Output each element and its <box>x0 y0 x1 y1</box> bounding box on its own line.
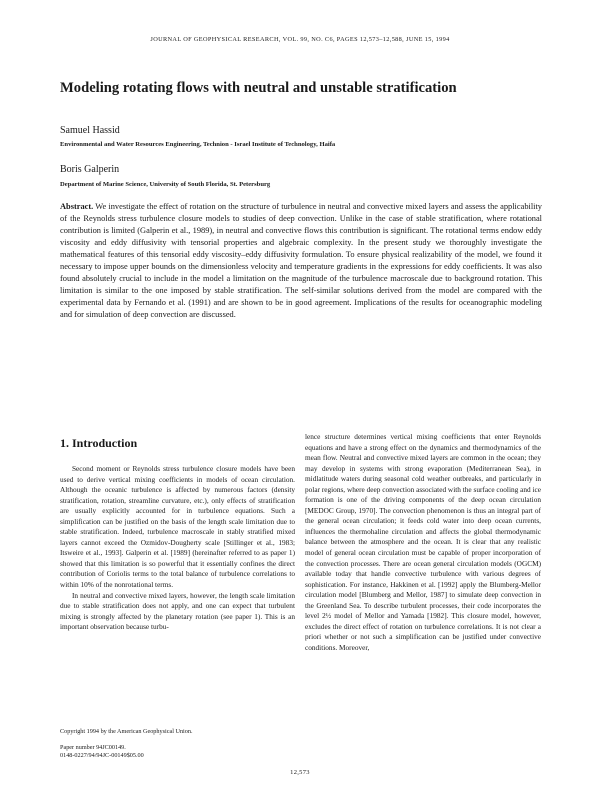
paper-number: Paper number 94JC00149. <box>60 744 126 751</box>
section-heading: 1. Introduction <box>60 436 138 450</box>
issn-code: 0148-0227/94/94JC-00149$05.00 <box>60 752 144 760</box>
author-name: Boris Galperin <box>60 164 120 175</box>
paper-identifiers <box>60 744 295 760</box>
page-number: 12,573 <box>290 769 310 776</box>
paper-title: Modeling rotating flows with neutral and unstable stratification <box>60 80 457 96</box>
body-column-left <box>60 464 295 633</box>
abstract <box>60 201 542 321</box>
author-affiliation: Environmental and Water Resources Engineering, Technion - Israel Institute of Technology, Haifa <box>60 141 336 148</box>
body-paragraph: In neutral and convective mixed layers, however, the length scale limitation due to stable stratification does not apply, and one can expect that turbulent mixing is strongly affected by the planetary rotation (see paper 1). This is an important observation because turbu- <box>60 590 295 632</box>
abstract-text: We investigate the effect of rotation on the structure of turbulence in neutral and convective mixed layers and assess the applicability of the Reynolds stress turbulence closure models to studies of deep convection. Unlike in the case of stable stratification, where rotational contribution is limited (Galperin et al., 1989), in neutral and convective flows this contribution is significant. The rotational terms endow eddy viscosity and eddy diffusivity with tensorial properties and algebraic complexity. In the present study we thoroughly investigate the mathematical features of this tensorial eddy viscosity–eddy diffusivity formulation. To ensure physical realizability of the model, we found it necessary to impose upper bounds on the dimensionless velocity and temperature gradients in the expressions for eddy coefficients. It was also found absolutely crucial to include in the model a limitation on the magnitude of the turbulence macroscale due to background rotation. This limitation is similar to the one imposed by stable stratification. The self-similar solutions derived from the model are compared with the experimental data by Fernando et al. (1991) and are shown to be in good agreement. Implications of the results for oceanographic modeling and for simulation of deep convection are discussed. <box>60 202 542 319</box>
abstract-label: Abstract. <box>60 202 94 211</box>
journal-header: JOURNAL OF GEOPHYSICAL RESEARCH, VOL. 99, NO. C6, PAGES 12,573–12,588, JUNE 15, 1994 <box>150 36 450 43</box>
body-paragraph: lence structure determines vertical mixing coefficients that enter Reynolds equations and have a strong effect on the dynamics and thermodynamics of the mean flow. Neutral and convective mixed layers are common in the ocean; they may develop in systems with strong evaporation (Mediterranean Sea), in midlatitude waters during seasonal cold weather outbreaks, and particularly in polar regions, where deep convection associated with the surface cooling and ice formation is one of the driving components of the deep ocean circulation [MEDOC Group, 1970]. The convection phenomenon is thus an integral part of the general ocean circulation; it feeds cold water into deep ocean currents, influences the thermohaline circulation and affects the global thermodynamic balance between the atmosphere and the ocean. It is clear that any realistic model of general ocean circulation must be capable of proper incorporation of the convection processes. There are ocean general circulation models (OGCM) available today that handle convective turbulence with various degrees of sophistication. For instance, Hakkinen et al. [1992] apply the Blumberg-Mellor circulation model [Blumberg and Mellor, 1987] to simulate deep convection in the Greenland Sea. To describe turbulent processes, their code incorporates the level 2½ model of Mellor and Yamada [1982]. This closure model, however, excludes the direct effect of rotation on turbulence correlations. It is not clear a priori whether or not such a simplification can be justified under convective conditions. Moreover, <box>305 432 541 652</box>
author-affiliation: Department of Marine Science, University of South Florida, St. Petersburg <box>60 181 271 188</box>
author-name: Samuel Hassid <box>60 125 120 136</box>
body-column-right <box>305 432 541 653</box>
body-paragraph: Second moment or Reynolds stress turbulence closure models have been used to derive vertical mixing coefficients in models of ocean circulation. Although the oceanic turbulence is affected by numerous factors (density stratification, rotation, streamline curvature, etc.), only effects of stratification are usually explicitly accounted for in turbulence equations. Such a simplification can be justified on the basis of the length scale limitation due to stable stratification. Indeed, turbulence macroscale in stably stratified mixed layers cannot exceed the Ozmidov-Dougherty scale [Stillinger et al., 1983; Itsweire et al., 1993]. Galperin et al. [1989] (hereinafter referred to as paper 1) showed that this limitation is so powerful that it essentially confines the direct contribution of Coriolis terms to the total balance of turbulence correlations to within 10% of the nonrotational terms. <box>60 464 295 590</box>
copyright-note: Copyright 1994 by the American Geophysical Union. <box>60 728 193 735</box>
